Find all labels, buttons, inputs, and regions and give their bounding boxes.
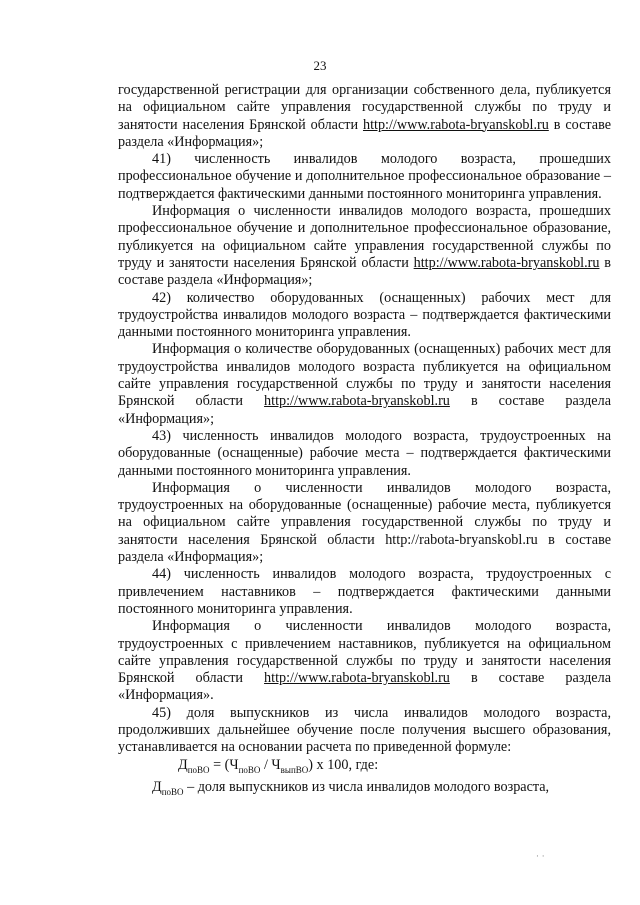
paragraph — [118, 203, 611, 289]
definition-symbol: Д — [152, 778, 162, 795]
formula-rhs: ) х 100, где: — [308, 756, 379, 773]
website-link[interactable]: http://www.rabota-bryanskobl.ru — [362, 116, 549, 133]
paragraph-text: 42) количество оборудованных (оснащенных) рабочих мест для трудоустройства инвалидов молодого возраста – подтверждается фактическими данными постоянного мониторинга управления. — [118, 289, 611, 341]
paragraph-list — [118, 82, 611, 757]
paragraph-text: Информация о количестве оборудованных (оснащенных) рабочих мест для трудоустройства инвалидов молодого возраста публикуется на официальном сайте управления государственной службы по труду и занятости населения Брянской области — [118, 341, 611, 410]
formula-lhs: Д — [178, 756, 188, 773]
paragraph-text: в составе раздела «Информация»; — [118, 254, 611, 289]
scan-mark: · · — [536, 852, 545, 862]
paragraph-text: государственной регистрации для организации собственного дела, публикуется на официальном сайте управления государственной службы по труду и занятости населения Брянской области — [118, 82, 611, 133]
page-number: 23 — [313, 58, 327, 73]
paragraph — [118, 151, 611, 203]
formula — [118, 757, 611, 779]
paragraph-text: 45) доля выпускников из числа инвалидов молодого возраста, продолживших дальнейшее обучение после получения высшего образования, устанавливается на основании расчета по приведенной формуле: — [118, 704, 611, 756]
paragraph — [118, 618, 611, 704]
paragraph-text: Информация о численности инвалидов молодого возраста, прошедших профессиональное обучение и дополнительное профессиональное образование, публикуется на официальном сайте управления государственной службы по труду и занятости населения Брянской области — [118, 203, 611, 271]
paragraph-text: 41) численность инвалидов молодого возраста, прошедших профессиональное обучение и дополнительное профессиональное образование – подтверждается фактическими данными постоянного мониторинга управления. — [118, 151, 611, 202]
paragraph-text: в составе раздела «Информация». — [118, 670, 611, 704]
paragraph-text: Информация о численности инвалидов молодого возраста, трудоустроенных с привлечением наставников, публикуется на официальном сайте управления государственной службы по труду и занятости населения Брянской области — [118, 618, 611, 687]
website-link[interactable]: http://www.rabota-bryanskobl.ru — [413, 254, 600, 271]
paragraph — [118, 341, 611, 427]
paragraph-text: 43) численность инвалидов молодого возраста, трудоустроенных на оборудованные (оснащенные) рабочие места – подтверждается фактическими данными постоянного мониторинга управления. — [118, 427, 611, 479]
formula-part-2-sub: выпВО — [280, 764, 309, 775]
paragraph — [118, 428, 611, 480]
paragraph-text: 44) численность инвалидов молодого возраста, трудоустроенных с привлечением наставников – подтверждается фактическими данными постоянного мониторинга управления. — [118, 566, 611, 617]
paragraph — [118, 480, 611, 566]
document-body — [118, 82, 611, 801]
paragraph-text: Информация о численности инвалидов молодого возраста, трудоустроенных на оборудованные (оснащенные) рабочие места, публикуется на официальном сайте управления государственной службы по труду и занятости населения Брянской области http://rabota-bryanskobl.ru в составе раздела «Информация»; — [118, 479, 611, 566]
paragraph-text: в составе раздела «Информация»; — [118, 393, 611, 427]
formula-part-1-sub: поВО — [238, 764, 261, 775]
formula-part-2: / Ч — [260, 756, 281, 773]
formula-lhs-sub: поВО — [187, 764, 210, 775]
paragraph — [118, 82, 611, 151]
website-link[interactable]: http://www.rabota-bryanskobl.ru — [264, 393, 450, 410]
definition-paragraph — [118, 779, 611, 801]
paragraph-text: в составе раздела «Информация»; — [118, 116, 611, 150]
formula-part-1: = (Ч — [209, 756, 239, 773]
definition-symbol-sub: поВО — [161, 786, 184, 797]
paragraph — [118, 566, 611, 618]
paragraph — [118, 705, 611, 757]
website-link[interactable]: http://www.rabota-bryanskobl.ru — [264, 670, 450, 687]
definition-text: – доля выпускников из числа инвалидов молодого возраста, — [183, 778, 550, 795]
paragraph — [118, 290, 611, 342]
